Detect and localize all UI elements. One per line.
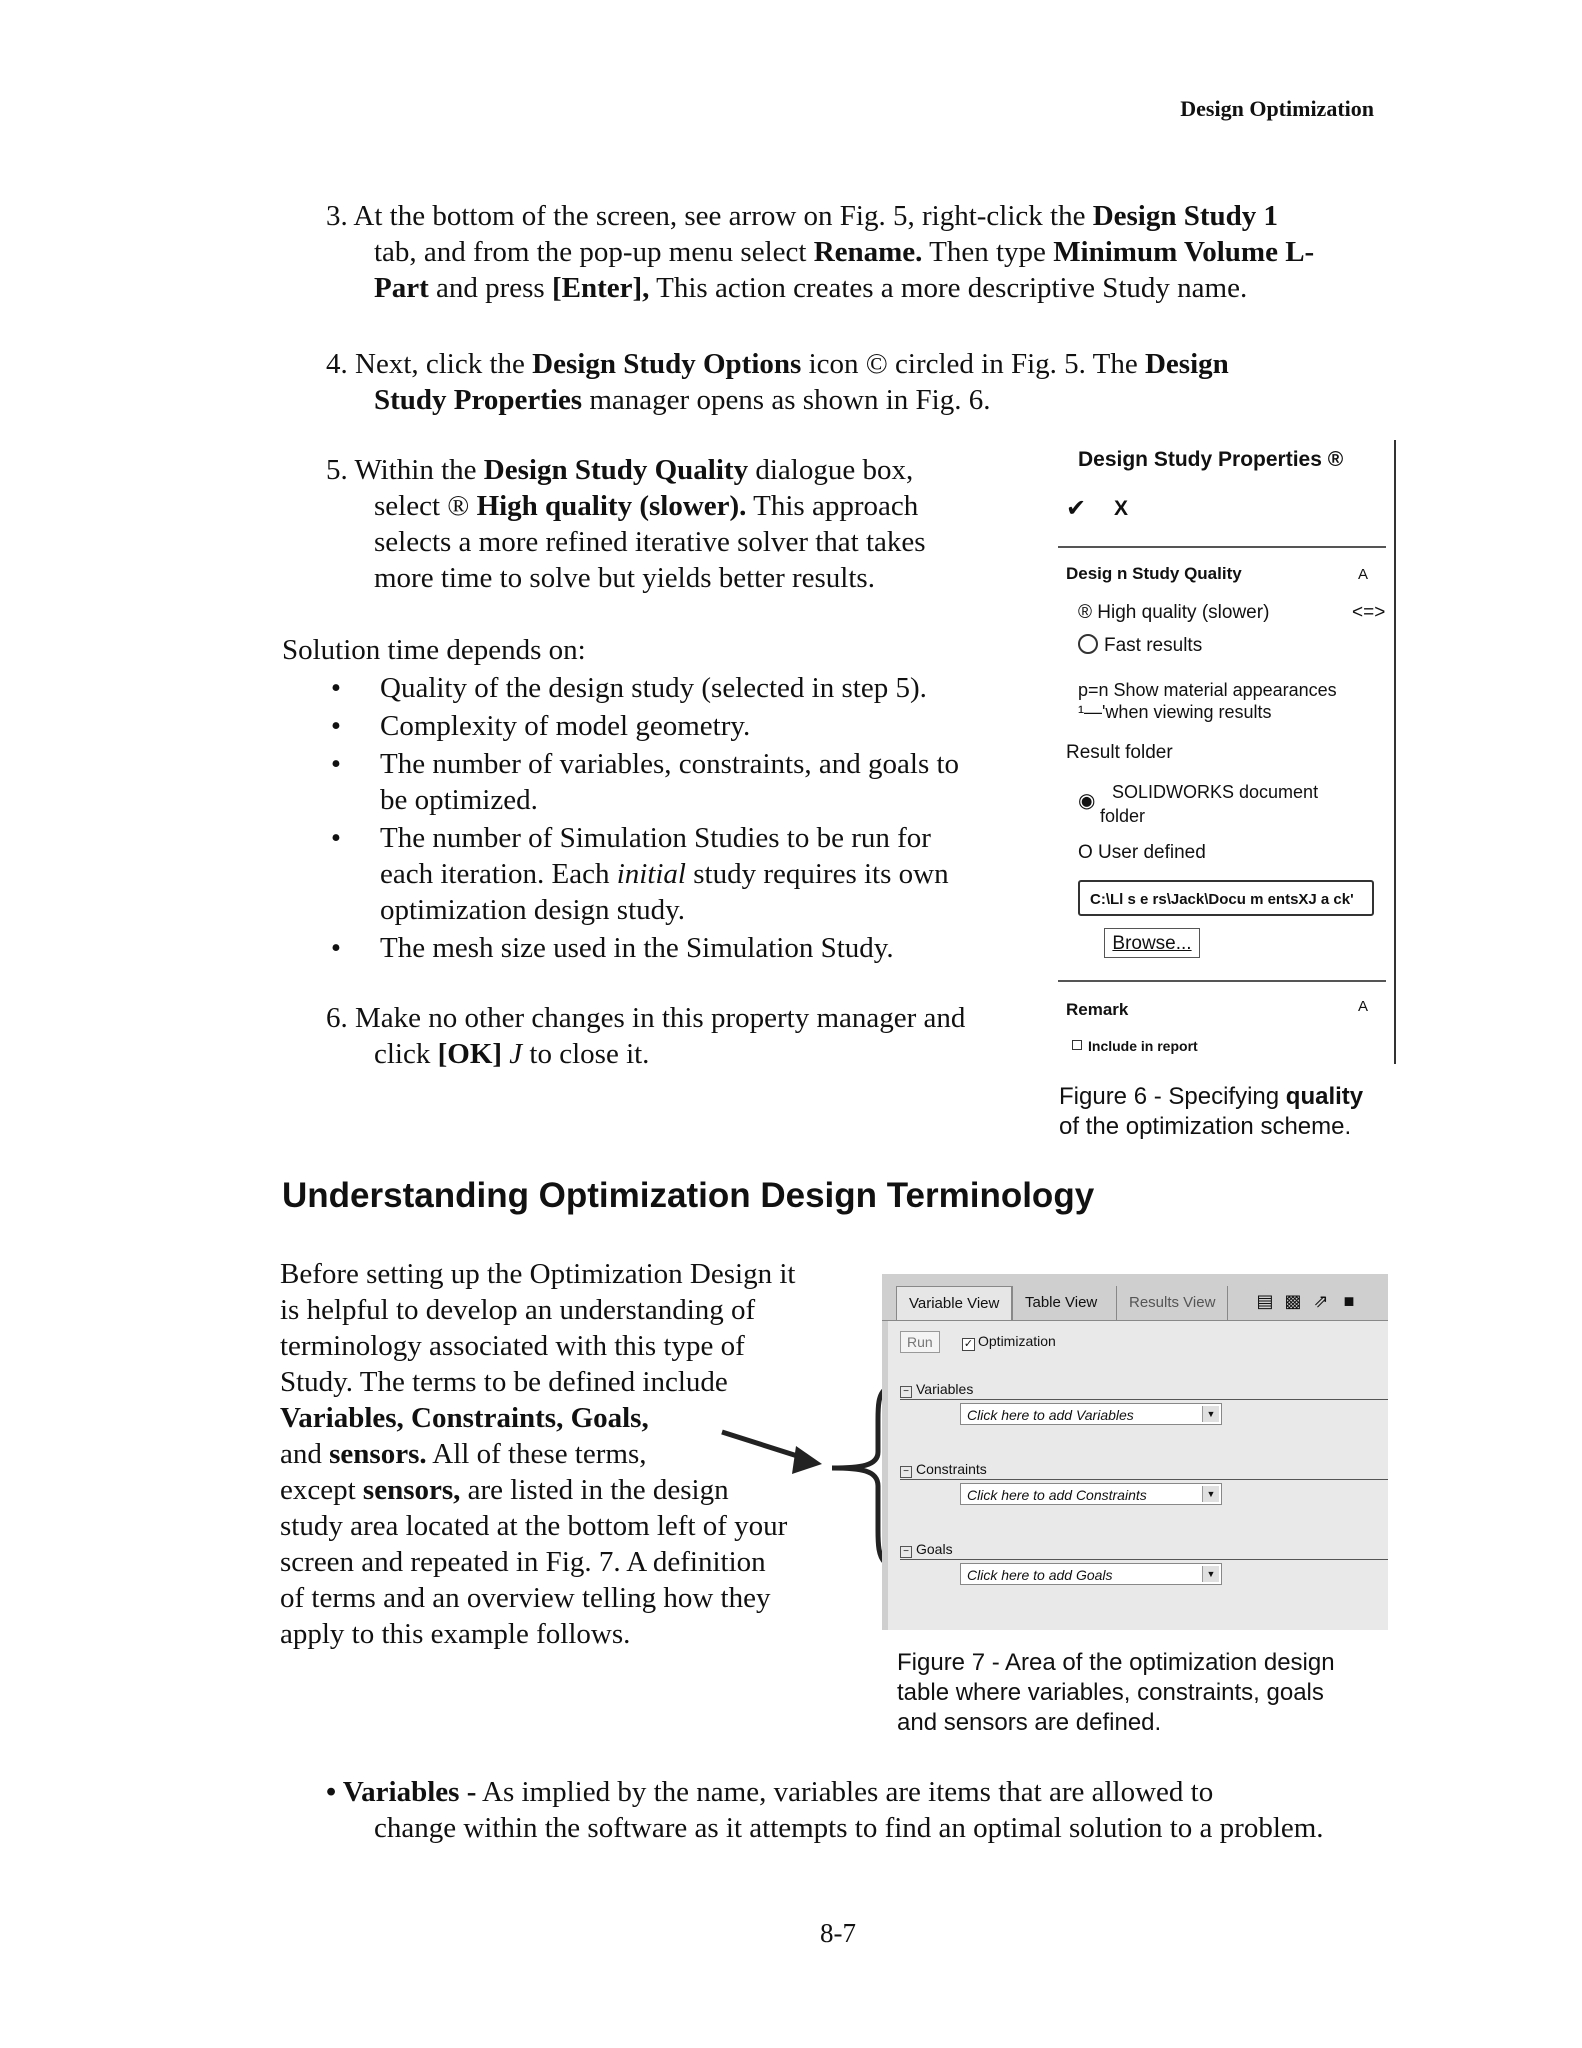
text: Variables — [916, 1381, 974, 1397]
divider — [900, 1399, 1388, 1400]
goals-section[interactable] — [900, 1541, 953, 1558]
text: and press — [428, 272, 552, 304]
radio-icon[interactable] — [1078, 634, 1098, 654]
radio-sw-document-icon[interactable]: ◉ — [1078, 790, 1096, 812]
text: Constraints — [916, 1461, 987, 1477]
list-item: Complexity of model geometry. — [380, 710, 751, 742]
remark-section-label: Remark — [1066, 1000, 1129, 1019]
text: Click here to add Goals — [967, 1567, 1113, 1583]
text: and sensors are defined. — [897, 1709, 1162, 1736]
radio-fast-results[interactable] — [1078, 634, 1202, 657]
text: icon © circled in Fig. 5. The — [801, 348, 1145, 380]
text: [Enter], — [551, 272, 650, 304]
text: This action creates a more descriptive Study name. — [649, 272, 1248, 304]
text: table where variables, constraints, goals — [897, 1679, 1324, 1706]
text: and — [280, 1438, 330, 1470]
text: quality — [1285, 1083, 1364, 1110]
text: Then type — [922, 236, 1054, 268]
text: study requires its own — [686, 858, 949, 890]
include-in-report-checkbox[interactable] — [1072, 1038, 1198, 1054]
list-item: Quality of the design study (selected in step 5). — [380, 672, 927, 704]
text: change within the software as it attempts to find an optimal solution to a problem. — [374, 1812, 1324, 1844]
text: each iteration. Each — [380, 858, 617, 890]
text: Variables, Constraints, Goals, — [280, 1402, 649, 1434]
bullet: • — [330, 710, 342, 742]
text: All of these terms, — [426, 1438, 647, 1470]
collapse-icon[interactable]: − — [900, 1546, 912, 1558]
tab-variable-view[interactable]: Variable View — [896, 1286, 1012, 1321]
study-settings-icon[interactable]: ▩ — [1284, 1291, 1302, 1311]
show-material-label: ¹—'when viewing results — [1078, 702, 1272, 722]
text: terminology associated with this type of — [280, 1330, 745, 1362]
collapse-icon[interactable]: − — [900, 1386, 912, 1398]
text: dialogue box, — [748, 454, 914, 486]
constraints-section[interactable] — [900, 1461, 987, 1478]
text: Part — [374, 272, 429, 304]
text: Rename. — [813, 236, 923, 268]
text: Study. The terms to be defined include — [280, 1366, 728, 1398]
page-number: 8-7 — [820, 1918, 856, 1948]
tab-results-view[interactable]: Results View — [1116, 1286, 1228, 1320]
text: to close it. — [522, 1038, 650, 1070]
radio-sw-document[interactable]: SOLIDWORKS document — [1112, 782, 1319, 802]
text: click — [374, 1038, 438, 1070]
divider — [1058, 980, 1386, 982]
text: Design Study Quality — [483, 454, 749, 486]
text: Click here to add Variables — [967, 1407, 1134, 1423]
export-icon[interactable]: ⇗ — [1313, 1291, 1329, 1311]
text: Design — [1144, 348, 1229, 380]
text: of terms and an overview telling how they — [280, 1582, 771, 1614]
variables-section[interactable] — [900, 1381, 973, 1398]
text: Design Study 1 — [1092, 200, 1279, 232]
variables-definition — [326, 1774, 1324, 1846]
ok-check-icon[interactable]: ✔ — [1066, 495, 1087, 522]
text: sensors, — [362, 1474, 461, 1506]
text: study area located at the bottom left of your — [280, 1510, 788, 1542]
step-3-paragraph — [326, 198, 1314, 306]
bullet: • — [330, 822, 342, 854]
add-goals-dropdown[interactable] — [960, 1563, 1222, 1585]
step-4-paragraph — [326, 346, 1229, 418]
radio-user-defined[interactable]: O User defined — [1078, 842, 1206, 863]
collapse-remark-icon[interactable]: A — [1358, 998, 1369, 1015]
arrow-head — [792, 1446, 822, 1474]
text: • — [326, 1776, 343, 1808]
show-material-checkbox[interactable]: p=n Show material appearances — [1078, 680, 1337, 700]
figure-6-caption — [1059, 1082, 1363, 1142]
sw-document-label: folder — [1100, 806, 1146, 826]
text: initial — [616, 858, 686, 890]
section-heading: Understanding Optimization Design Terminology — [282, 1176, 1095, 1215]
bullet: • — [330, 748, 342, 780]
collapse-icon[interactable]: − — [900, 1466, 912, 1478]
list-item: The mesh size used in the Simulation Study. — [380, 932, 894, 964]
dropdown-arrow-icon[interactable]: ▼ — [1202, 1566, 1219, 1582]
text: is helpful to develop an understanding of — [280, 1294, 756, 1326]
figure-7-caption — [897, 1648, 1335, 1738]
bullet: • — [330, 932, 342, 964]
list-item: be optimized. — [380, 784, 538, 816]
dropdown-arrow-icon[interactable]: ▼ — [1202, 1486, 1219, 1502]
step-6-paragraph — [326, 1000, 965, 1072]
result-folder-label: Result folder — [1066, 742, 1173, 763]
divider — [1058, 546, 1386, 548]
text: Minimum Volume L- — [1053, 236, 1315, 268]
optimization-checkbox[interactable] — [962, 1333, 1056, 1351]
add-constraints-dropdown[interactable] — [960, 1483, 1222, 1505]
optimization-design-table — [882, 1274, 1388, 1630]
text: Variables - — [342, 1776, 477, 1808]
text: Design Study Options — [532, 348, 802, 380]
text: tab, and from the pop-up menu select — [374, 236, 814, 268]
text: of the optimization scheme. — [1059, 1113, 1352, 1140]
list-item: optimization design study. — [380, 894, 686, 926]
text: sensors. — [329, 1438, 427, 1470]
checkbox-icon[interactable] — [1072, 1040, 1082, 1050]
text: Include in report — [1088, 1038, 1198, 1054]
text: selects a more refined iterative solver that takes — [374, 526, 926, 558]
text: J — [502, 1038, 523, 1070]
step-5-paragraph — [326, 452, 926, 596]
text: Goals — [916, 1541, 953, 1557]
collapse-quality-icon[interactable]: A — [1358, 566, 1369, 583]
text: Before setting up the Optimization Design it — [280, 1258, 796, 1290]
text: select ® — [374, 490, 477, 522]
text: Optimization — [978, 1333, 1056, 1349]
text: [OK] — [437, 1038, 503, 1070]
text: Figure 6 - Specifying — [1059, 1083, 1286, 1110]
list-item — [380, 856, 949, 892]
panel-title: Design Study Properties ® — [1078, 448, 1344, 471]
text: 3. At the bottom of the screen, see arrow on Fig. 5, right-click the — [326, 200, 1093, 232]
text: 5. Within the — [326, 454, 484, 486]
text: High quality (slower). — [476, 490, 747, 522]
result-folder-path-input[interactable]: C:\Ll s e rs\Jack\Docu m entsXJ a ck' — [1078, 880, 1374, 916]
browse-button[interactable]: Browse... — [1104, 928, 1200, 958]
divider — [900, 1559, 1388, 1560]
save-icon[interactable]: ■ — [1343, 1291, 1355, 1311]
list-item: The number of variables, constraints, and goals to — [380, 748, 960, 780]
text: are listed in the design — [460, 1474, 729, 1506]
text: 4. Next, click the — [326, 348, 533, 380]
radio-high-quality[interactable]: ® High quality (slower) — [1078, 602, 1270, 623]
text: Figure 7 - Area of the optimization design — [897, 1649, 1335, 1676]
table-body — [888, 1321, 1388, 1630]
text: screen and repeated in Fig. 7. A definition — [280, 1546, 766, 1578]
running-header: Design Optimization — [1180, 96, 1374, 121]
text: manager opens as shown in Fig. 6. — [582, 384, 991, 416]
text: This approach — [746, 490, 919, 522]
text: Click here to add Constraints — [967, 1487, 1147, 1503]
solution-intro: Solution time depends on: — [282, 634, 586, 666]
checkbox-icon[interactable]: ✓ — [963, 1338, 974, 1350]
solution-list — [326, 670, 1046, 970]
text: Fast results — [1104, 635, 1203, 656]
bullet: • — [330, 672, 342, 704]
run-button[interactable]: Run — [900, 1331, 940, 1353]
design-study-properties-panel — [1054, 440, 1396, 1064]
tab-table-view[interactable]: Table View — [1012, 1286, 1109, 1320]
text: except — [280, 1474, 363, 1506]
cancel-icon[interactable]: X — [1114, 497, 1129, 520]
text: 6. Make no other changes in this property manager and — [326, 1002, 966, 1034]
add-variables-dropdown[interactable] — [960, 1403, 1222, 1425]
text: As implied by the name, variables are items that are allowed to — [476, 1776, 1214, 1808]
divider — [900, 1479, 1388, 1480]
text: apply to this example follows. — [280, 1618, 631, 1650]
dropdown-arrow-icon[interactable]: ▼ — [1202, 1406, 1219, 1422]
quality-section-label: Desig n Study Quality — [1066, 564, 1242, 583]
summary-table-icon[interactable]: ▤ — [1256, 1291, 1274, 1311]
high-quality-tail: <=> — [1352, 602, 1386, 623]
text: more time to solve but yields better results. — [374, 562, 875, 594]
text: Study Properties — [374, 384, 583, 416]
list-item: The number of Simulation Studies to be run for — [380, 822, 931, 854]
